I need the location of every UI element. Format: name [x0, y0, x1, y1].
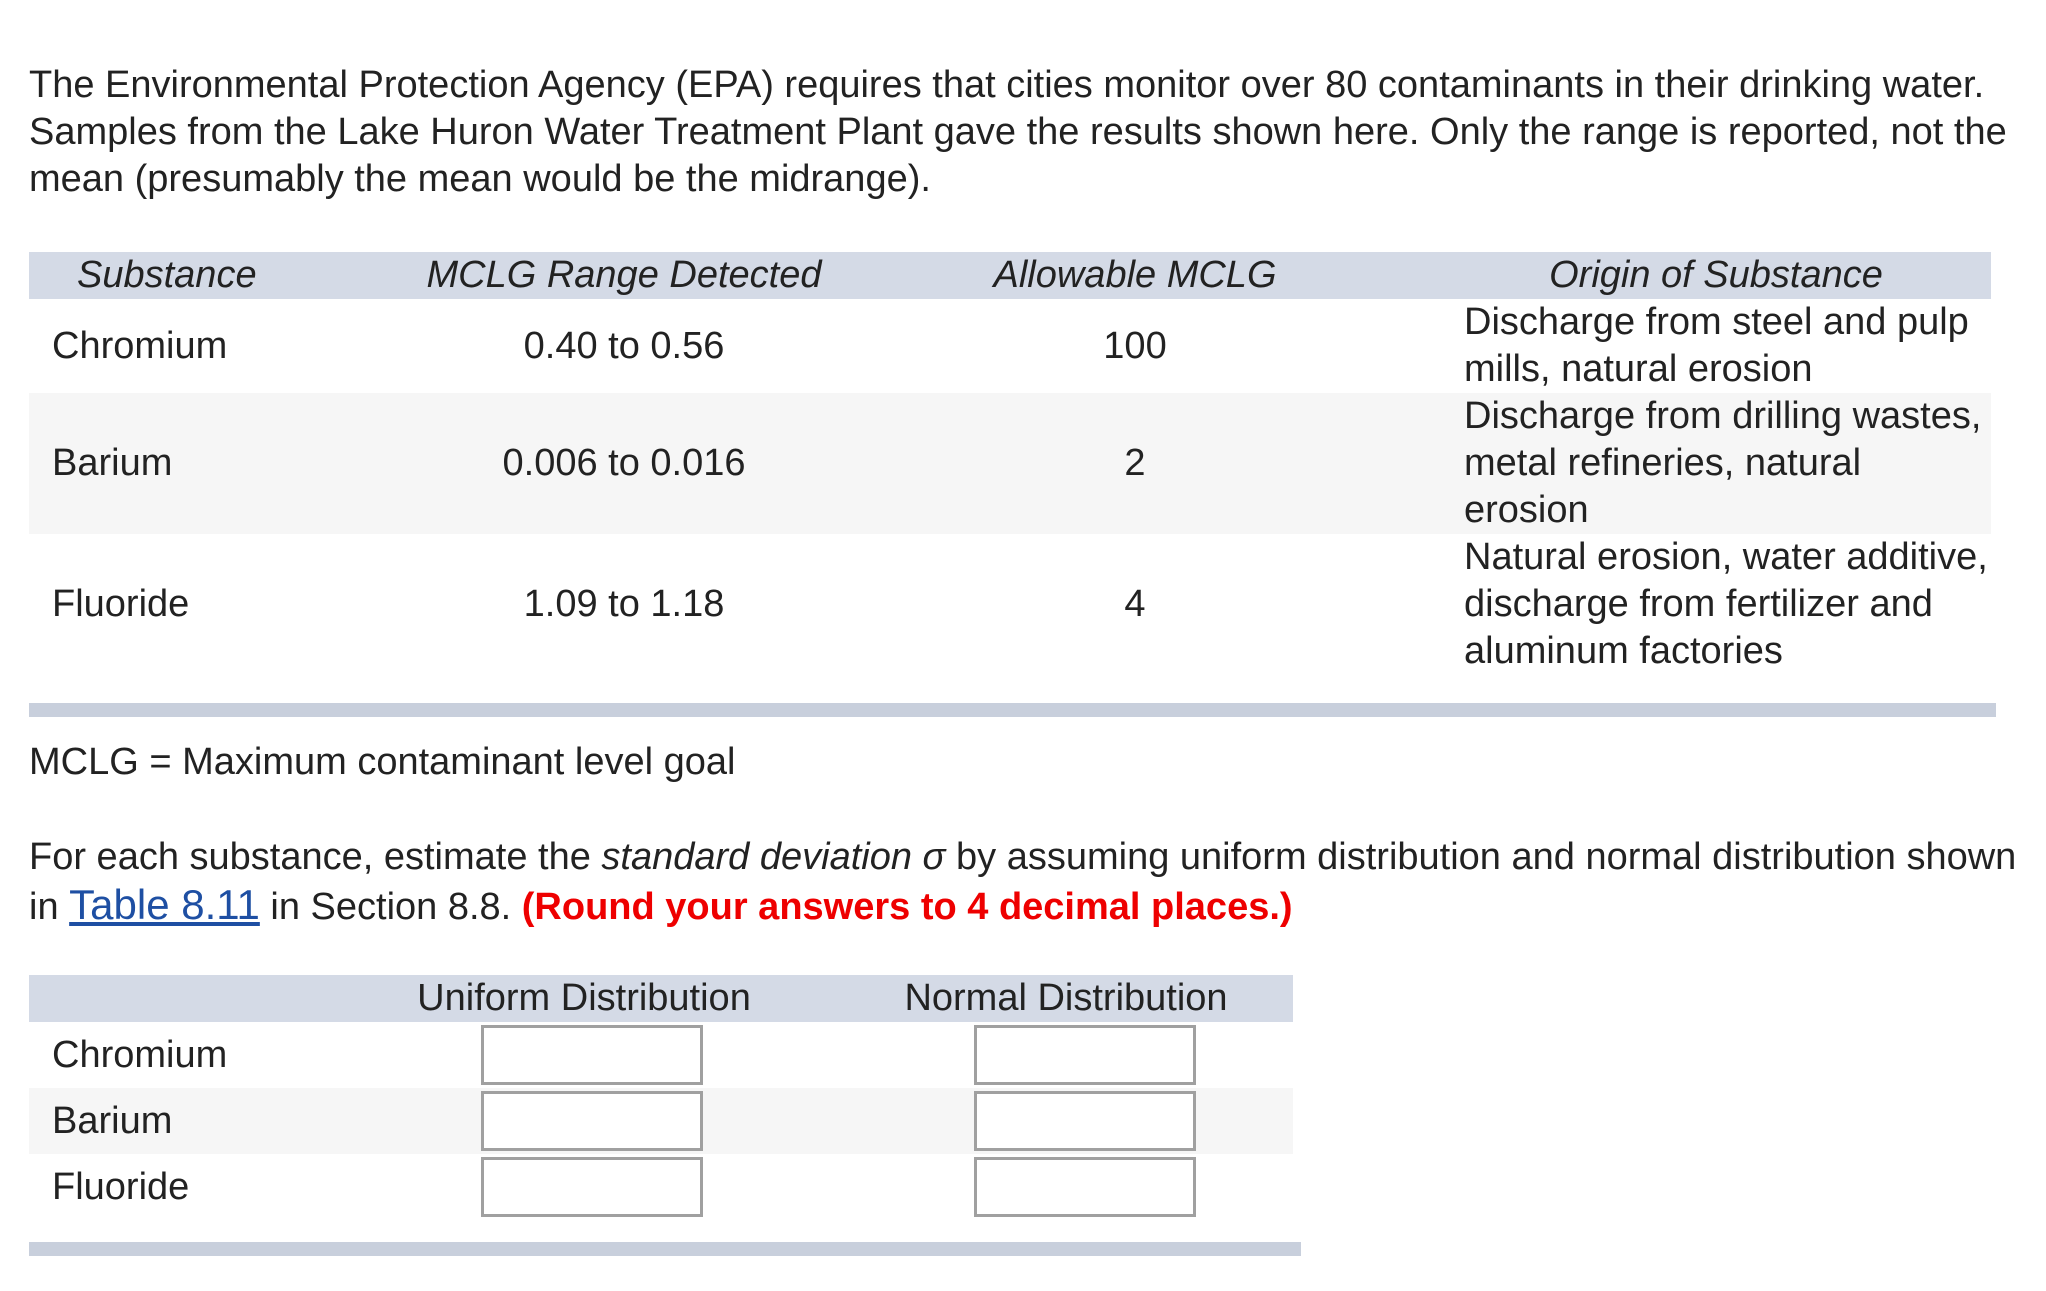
question-text-1: For each substance, estimate the	[29, 836, 602, 878]
header-blank	[29, 975, 329, 1022]
cell-origin: Discharge from steel and pulp mills, natural erosion	[1441, 299, 1991, 393]
answer-table-header	[29, 975, 1293, 1022]
cell-allowable: 4	[829, 534, 1441, 675]
fluoride-uniform-input[interactable]	[481, 1157, 703, 1217]
table-row-barium	[29, 393, 1991, 534]
fluoride-normal-input[interactable]	[974, 1157, 1196, 1217]
cell-range: 1.09 to 1.18	[419, 534, 829, 675]
answer-row-label: Fluoride	[52, 1165, 190, 1208]
mclg-footnote: MCLG = Maximum contaminant level goal	[29, 741, 736, 783]
cell-substance: Chromium	[29, 299, 419, 393]
cell-allowable: 2	[829, 393, 1441, 534]
answer-row-barium	[29, 1088, 1293, 1154]
normal-cell	[839, 1154, 1293, 1220]
chromium-normal-input[interactable]	[974, 1025, 1196, 1085]
cell-range: 0.006 to 0.016	[419, 393, 829, 534]
answer-row-fluoride	[29, 1154, 1293, 1220]
table-8-11-link[interactable]: Table 8.11	[69, 881, 260, 928]
chromium-uniform-input[interactable]	[481, 1025, 703, 1085]
question-text-3: in Section 8.8.	[259, 886, 522, 928]
answer-row-label: Barium	[29, 1088, 329, 1154]
cell-origin: Natural erosion, water additive, discharge from fertilizer and aluminum factories	[1441, 534, 1991, 675]
header-range: MCLG Range Detected	[419, 252, 829, 299]
cell-substance: Fluoride	[29, 534, 419, 675]
table-bottom-divider	[29, 703, 1996, 717]
cell-substance: Barium	[29, 393, 419, 534]
cell-allowable: 100	[829, 299, 1441, 393]
header-origin: Origin of Substance	[1441, 252, 1991, 299]
question-text-2: by assuming uniform distribution and normal distribution shown in	[29, 836, 2017, 928]
contaminant-table-header	[29, 252, 1991, 299]
header-normal: Normal Distribution	[839, 975, 1293, 1022]
header-substance: Substance	[29, 252, 419, 299]
intro-paragraph: The Environmental Protection Agency (EPA) requires that cities monitor over 80 contaminants in their drinking water. Samples from the Lake Huron Water Treatment Plant gave the results shown here. Only the range is reported, not the mean (presumably the mean would be the midrange).	[29, 64, 2007, 200]
problem-content	[29, 62, 2019, 1256]
uniform-cell	[329, 1088, 839, 1154]
uniform-cell	[329, 1154, 839, 1220]
uniform-cell	[329, 1022, 839, 1088]
normal-cell	[839, 1022, 1293, 1088]
contaminant-table	[29, 252, 1991, 675]
question-emphasis: standard deviation σ	[601, 836, 946, 878]
answer-row-label: Chromium	[52, 1033, 228, 1076]
rounding-warning: (Round your answers to 4 decimal places.)	[521, 886, 1293, 928]
normal-cell	[839, 1088, 1293, 1154]
barium-normal-input[interactable]	[974, 1091, 1196, 1151]
table-row-fluoride	[29, 534, 1991, 675]
cell-range: 0.40 to 0.56	[419, 299, 829, 393]
answer-row-chromium	[29, 1022, 1293, 1088]
answer-table-bottom-divider	[29, 1242, 1301, 1256]
answer-table	[29, 975, 1293, 1220]
question-prompt	[29, 834, 2019, 931]
barium-uniform-input[interactable]	[481, 1091, 703, 1151]
table-row-chromium	[29, 299, 1991, 393]
header-uniform: Uniform Distribution	[329, 975, 839, 1022]
cell-origin: Discharge from drilling wastes, metal refineries, natural erosion	[1441, 393, 1991, 534]
header-allowable: Allowable MCLG	[829, 252, 1441, 299]
